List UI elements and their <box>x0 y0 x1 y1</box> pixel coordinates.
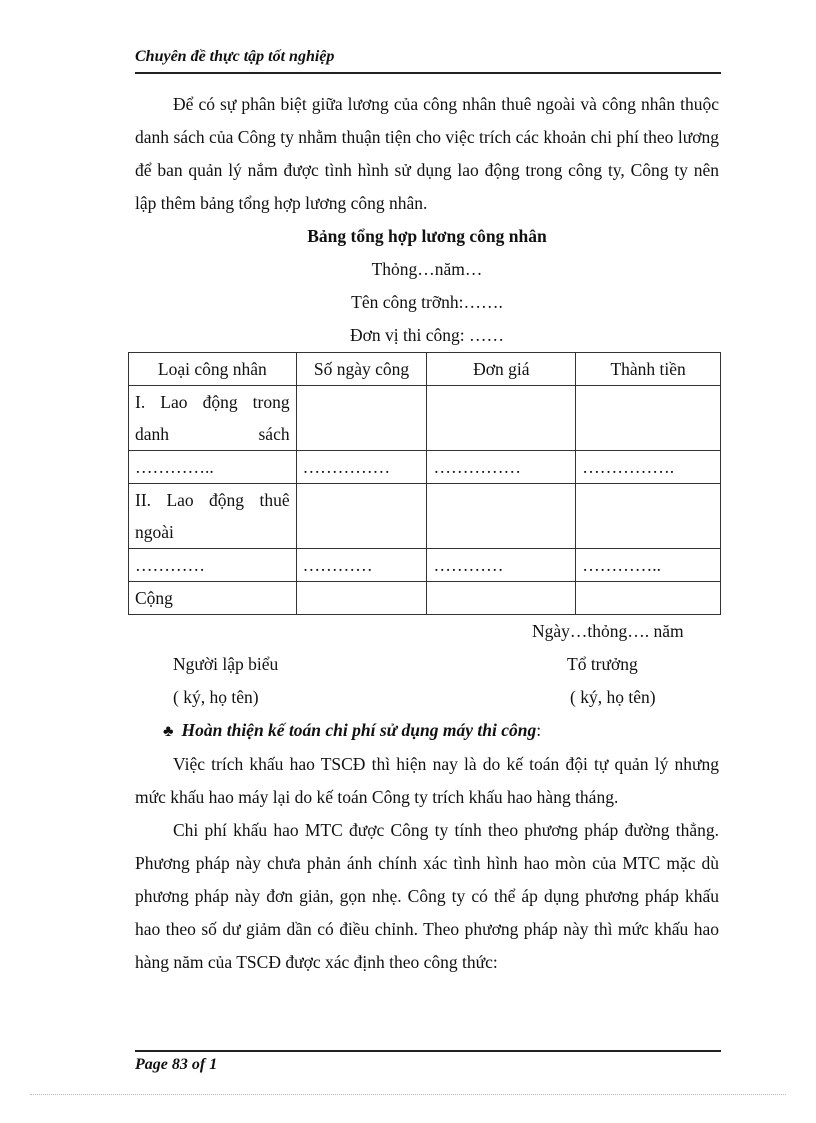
section-heading-colon: : <box>536 720 542 740</box>
table-cell <box>576 484 721 549</box>
table-cell <box>296 484 427 549</box>
preparer-title: Người lập biểu <box>173 654 279 674</box>
page-edge-divider <box>30 1094 786 1095</box>
page-number: Page 83 of 1 <box>135 1056 218 1073</box>
page-footer <box>135 1050 721 1074</box>
table-row <box>129 484 721 549</box>
intro-paragraph: Để có sự phân biệt giữa lương của công nhân thuê ngoài và công nhân thuộc danh sách của Công ty nhằm thuận tiện cho việc trích các khoản chi phí theo lương để ban quản lý nắm được tình hình sử dụng lao động trong công ty, Công ty nên lập thêm bảng tổng hợp lương công nhân. <box>135 94 719 213</box>
table-row <box>129 582 721 615</box>
table-row <box>129 451 721 484</box>
wage-summary-table <box>128 352 721 615</box>
date-line: Ngày…thỏng…. năm <box>532 621 684 641</box>
table-cell <box>427 386 576 451</box>
col-header: Đơn giá <box>427 353 576 386</box>
meta-unit: Đơn vị thi công: …… <box>349 325 505 345</box>
section-heading-text: Hoàn thiện kế toán chi phí sử dụng máy thi công <box>181 720 537 740</box>
table-cell: ………… <box>296 549 427 582</box>
club-bullet-icon: ♣ <box>163 723 174 740</box>
section-heading <box>135 714 719 748</box>
table-row <box>129 386 721 451</box>
table-cell: ………… <box>427 549 576 582</box>
table-cell <box>296 582 427 615</box>
page-header <box>135 48 721 74</box>
row-label-in-list: I. Lao động trong danh sách <box>129 386 297 451</box>
table-cell <box>427 484 576 549</box>
row-label-outsourced: II. Lao động thuê ngoài <box>129 484 297 549</box>
table-cell <box>427 582 576 615</box>
preparer-note: ( ký, họ tên) <box>173 687 259 707</box>
paragraph-depreciation-1: Việc trích khấu hao TSCĐ thì hiện nay là do kế toán đội tự quản lý nhưng mức khấu hao máy lại do kế toán Công ty trích khấu hao hàng tháng. <box>135 754 719 807</box>
table-cell: ………… <box>129 549 297 582</box>
table-title: Bảng tổng hợp lương công nhân <box>307 226 547 246</box>
team-leader-note: ( ký, họ tên) <box>570 687 656 707</box>
row-label-total: Cộng <box>129 582 297 615</box>
table-cell <box>576 386 721 451</box>
table-header-row <box>129 353 721 386</box>
meta-project: Tên công trỡnh:……. <box>351 292 503 312</box>
paragraph-depreciation-2: Chi phí khấu hao MTC được Công ty tính theo phương pháp đường thẳng. Phương pháp này chưa phản ánh chính xác tình hình hao mòn của MTC mặc dù phương pháp này đơn giản, gọn nhẹ. Công ty có thể áp dụng phương pháp khấu hao theo số dư giảm dần có điều chỉnh. Theo phương pháp này thì mức khấu hao hàng năm của TSCĐ được xác định theo công thức: <box>135 820 719 972</box>
col-header: Loại công nhân <box>129 353 297 386</box>
table-cell: ……………. <box>576 451 721 484</box>
header-title: Chuyên đề thực tập tốt nghiệp <box>135 48 335 65</box>
document-body <box>135 88 719 979</box>
table-cell: …………… <box>427 451 576 484</box>
table-cell: …………… <box>296 451 427 484</box>
team-leader-title: Tổ trưởng <box>567 654 638 674</box>
table-cell <box>576 582 721 615</box>
col-header: Số ngày công <box>296 353 427 386</box>
table-row <box>129 549 721 582</box>
col-header: Thành tiền <box>576 353 721 386</box>
meta-month: Thỏng…năm… <box>371 259 483 279</box>
table-cell: ………….. <box>129 451 297 484</box>
signature-block <box>135 615 719 714</box>
table-cell: ………….. <box>576 549 721 582</box>
table-cell <box>296 386 427 451</box>
